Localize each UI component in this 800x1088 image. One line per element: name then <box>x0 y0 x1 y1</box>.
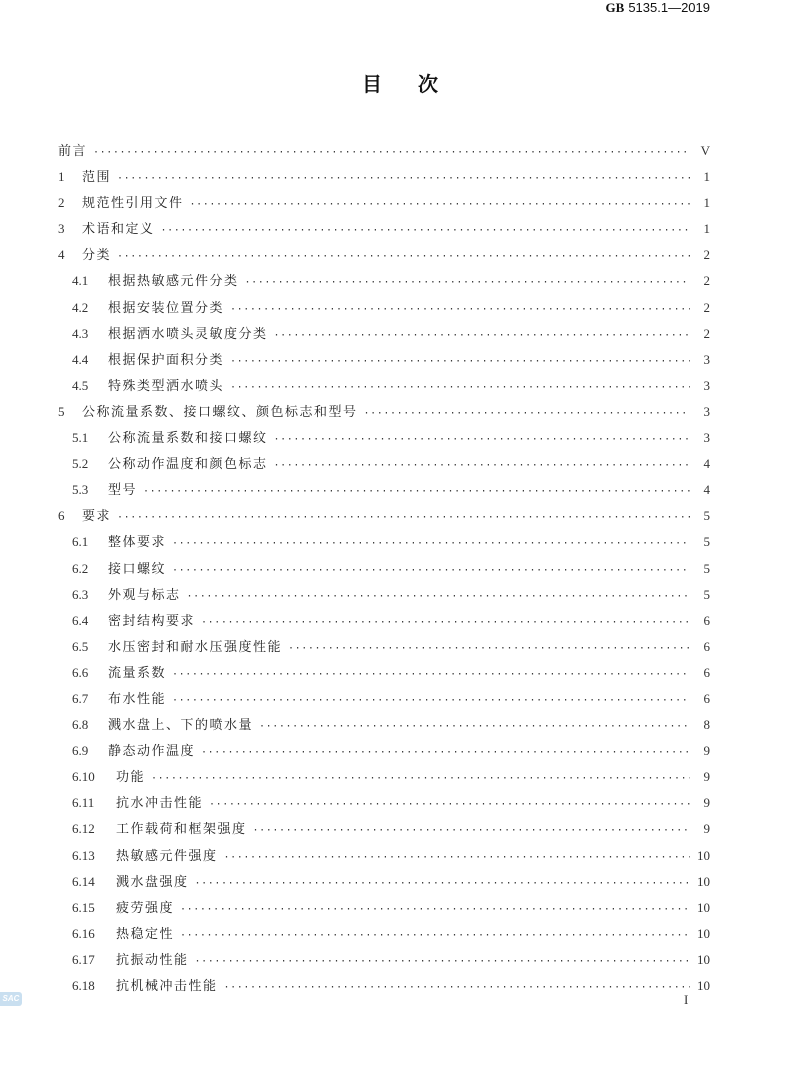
toc-label: 特殊类型洒水喷头 <box>108 378 225 394</box>
dot-leader <box>172 662 690 688</box>
toc-number: 5.1 <box>72 430 89 446</box>
toc-entry[interactable] <box>58 425 710 451</box>
toc-number: 5.2 <box>72 456 89 472</box>
toc-page: V <box>700 143 710 158</box>
toc-entry-foreword[interactable] <box>58 138 710 164</box>
dot-leader <box>93 140 690 166</box>
dot-leader <box>230 375 690 401</box>
toc-label: 抗机械冲击性能 <box>116 979 218 994</box>
toc-page: 10 <box>697 847 710 863</box>
toc-label: 公称流量系数和接口螺纹 <box>108 431 268 447</box>
toc-number: 6.13 <box>72 847 95 863</box>
toc-label: 规范性引用文件 <box>82 196 184 212</box>
toc-page: 5 <box>703 534 710 550</box>
toc-number: 5.3 <box>72 482 89 498</box>
toc-page: 2 <box>703 325 710 341</box>
toc-entry[interactable] <box>58 582 710 608</box>
page-title: 目次 <box>362 72 474 96</box>
toc-page: 9 <box>703 743 710 759</box>
toc-number: 6.17 <box>72 951 95 967</box>
toc-label: 根据热敏感元件分类 <box>108 274 239 290</box>
toc-label: 根据保护面积分类 <box>108 352 225 368</box>
toc-label: 热稳定性 <box>116 926 175 942</box>
toc-label: 公称流量系数、接口螺纹、颜色标志和型号 <box>82 404 358 420</box>
toc-page: 10 <box>697 951 710 967</box>
dot-leader <box>172 558 690 584</box>
toc-entry[interactable] <box>58 869 710 895</box>
dot-leader <box>180 897 690 923</box>
toc-page: 6 <box>703 664 710 680</box>
standard-code <box>606 0 710 16</box>
toc-number: 6.16 <box>72 925 95 941</box>
toc-entry[interactable] <box>58 947 710 973</box>
toc-label: 范围 <box>82 170 112 186</box>
toc-entry[interactable] <box>58 164 710 190</box>
toc-entry[interactable] <box>58 712 710 738</box>
toc-page: 4 <box>703 456 710 472</box>
toc-entry[interactable] <box>58 790 710 816</box>
toc-entry[interactable] <box>58 686 710 712</box>
dot-leader <box>201 610 690 636</box>
toc-number: 4.4 <box>72 351 89 367</box>
toc-entry[interactable] <box>58 216 710 242</box>
dot-leader <box>230 349 690 375</box>
dot-leader <box>143 479 690 505</box>
toc-label: 工作载荷和框架强度 <box>116 822 247 838</box>
dot-leader <box>117 505 690 531</box>
toc-entry[interactable] <box>58 242 710 268</box>
toc-entry[interactable] <box>58 529 710 555</box>
toc-label: 外观与标志 <box>108 587 181 603</box>
dot-leader <box>209 792 690 818</box>
toc-entry[interactable] <box>58 295 710 321</box>
dot-leader <box>274 427 690 453</box>
toc-entry[interactable] <box>58 973 710 999</box>
toc-page: 10 <box>697 978 710 993</box>
toc-entry[interactable] <box>58 738 710 764</box>
toc-page: 2 <box>703 247 710 263</box>
dot-leader <box>187 584 690 610</box>
toc-label: 热敏感元件强度 <box>116 848 218 864</box>
toc-entry[interactable] <box>58 608 710 634</box>
dot-leader <box>245 270 690 296</box>
toc-entry[interactable] <box>58 321 710 347</box>
dot-leader <box>224 975 690 1001</box>
toc-number: 6.7 <box>72 690 89 706</box>
toc-page: 4 <box>703 482 710 498</box>
toc-entry[interactable] <box>58 660 710 686</box>
toc-page: 5 <box>703 560 710 576</box>
toc-label: 抗水冲击性能 <box>116 796 204 812</box>
toc-entry[interactable] <box>58 190 710 216</box>
toc-page: 5 <box>703 508 710 524</box>
standard-number: 5135.1—2019 <box>628 0 710 15</box>
toc-label: 根据安装位置分类 <box>108 300 225 316</box>
toc-number: 6.6 <box>72 664 89 680</box>
toc-entry[interactable] <box>58 764 710 790</box>
toc-label: 静态动作温度 <box>108 744 196 760</box>
toc-label: 布水性能 <box>108 691 167 707</box>
toc-page: 6 <box>703 690 710 706</box>
dot-leader <box>180 923 690 949</box>
toc-page: 9 <box>703 795 710 811</box>
toc-number: 6.15 <box>72 899 95 915</box>
toc-page: 1 <box>703 195 710 211</box>
toc-entry[interactable] <box>58 268 710 294</box>
toc-number: 6.3 <box>72 586 89 602</box>
toc-number: 6.8 <box>72 717 89 733</box>
toc-page: 3 <box>703 430 710 446</box>
toc-number: 4.5 <box>72 377 89 393</box>
toc-number: 6.11 <box>72 795 95 811</box>
toc-label: 流量系数 <box>108 665 167 681</box>
dot-leader <box>253 818 690 844</box>
toc-label: 密封结构要求 <box>108 613 196 629</box>
dot-leader <box>172 688 690 714</box>
toc-label: 疲劳强度 <box>116 900 175 916</box>
toc-entry[interactable] <box>58 816 710 842</box>
dot-leader <box>259 714 690 740</box>
toc-label: 要求 <box>82 509 112 525</box>
toc-entry[interactable] <box>58 895 710 921</box>
toc-page: 6 <box>703 612 710 628</box>
toc-label: 接口螺纹 <box>108 561 167 577</box>
toc-page: 9 <box>703 769 710 785</box>
toc-label: 功能 <box>116 770 146 786</box>
toc-label: 型号 <box>108 483 138 499</box>
toc-label: 溅水盘强度 <box>116 874 189 890</box>
toc-number: 6.18 <box>72 978 95 993</box>
toc-number: 6.12 <box>72 821 95 837</box>
toc-page: 10 <box>697 899 710 915</box>
table-of-contents <box>58 138 710 999</box>
toc-entry[interactable] <box>58 921 710 947</box>
toc-entry[interactable] <box>58 634 710 660</box>
toc-page: 3 <box>703 377 710 393</box>
toc-number: 1 <box>58 169 65 185</box>
dot-leader <box>172 531 690 557</box>
dot-leader <box>195 949 690 975</box>
toc-label: 整体要求 <box>108 535 167 551</box>
toc-page: 1 <box>703 221 710 237</box>
toc-number: 2 <box>58 195 65 211</box>
toc-page: 10 <box>697 873 710 889</box>
toc-number: 3 <box>58 221 65 237</box>
toc-label: 前言 <box>58 144 88 159</box>
toc-entry[interactable] <box>58 556 710 582</box>
toc-label: 分类 <box>82 248 112 264</box>
page-number: I <box>684 992 689 1007</box>
toc-entry[interactable] <box>58 843 710 869</box>
toc-number: 6.10 <box>72 769 95 785</box>
dot-leader <box>224 845 690 871</box>
toc-number: 4.2 <box>72 299 89 315</box>
dot-leader <box>195 871 690 897</box>
toc-number: 6.9 <box>72 743 89 759</box>
toc-number: 4.3 <box>72 325 89 341</box>
toc-number: 6 <box>58 508 65 524</box>
dot-leader <box>161 218 690 244</box>
toc-label: 术语和定义 <box>82 222 155 238</box>
toc-page: 9 <box>703 821 710 837</box>
toc-label: 抗振动性能 <box>116 952 189 968</box>
toc-page: 3 <box>703 351 710 367</box>
toc-page: 5 <box>703 586 710 602</box>
toc-entry[interactable] <box>58 347 710 373</box>
toc-number: 6.14 <box>72 873 95 889</box>
toc-number: 6.4 <box>72 612 89 628</box>
dot-leader <box>117 166 690 192</box>
dot-leader <box>151 766 690 792</box>
toc-number: 5 <box>58 403 65 419</box>
toc-entry[interactable] <box>58 451 710 477</box>
toc-page: 3 <box>703 403 710 419</box>
sac-logo-icon: SAC <box>0 992 22 1006</box>
dot-leader <box>288 636 690 662</box>
dot-leader <box>364 401 690 427</box>
toc-page: 1 <box>703 169 710 185</box>
toc-page: 2 <box>703 273 710 289</box>
toc-page: 6 <box>703 638 710 654</box>
toc-entry[interactable] <box>58 373 710 399</box>
dot-leader <box>201 740 690 766</box>
toc-number: 4 <box>58 247 65 263</box>
toc-number: 6.2 <box>72 560 89 576</box>
toc-entry[interactable] <box>58 477 710 503</box>
toc-label: 根据洒水喷头灵敏度分类 <box>108 326 268 342</box>
standard-prefix: GB <box>605 0 625 15</box>
toc-page: 10 <box>697 925 710 941</box>
dot-leader <box>190 192 690 218</box>
toc-number: 4.1 <box>72 273 89 289</box>
toc-number: 6.1 <box>72 534 89 550</box>
dot-leader <box>117 244 690 270</box>
dot-leader <box>274 323 690 349</box>
dot-leader <box>230 297 690 323</box>
toc-page: 2 <box>703 299 710 315</box>
toc-entry[interactable] <box>58 503 710 529</box>
dot-leader <box>274 453 690 479</box>
toc-label: 公称动作温度和颜色标志 <box>108 457 268 473</box>
toc-label: 溅水盘上、下的喷水量 <box>108 718 254 734</box>
toc-page: 8 <box>703 717 710 733</box>
toc-label: 水压密封和耐水压强度性能 <box>108 639 283 655</box>
toc-entry[interactable] <box>58 399 710 425</box>
toc-number: 6.5 <box>72 638 89 654</box>
